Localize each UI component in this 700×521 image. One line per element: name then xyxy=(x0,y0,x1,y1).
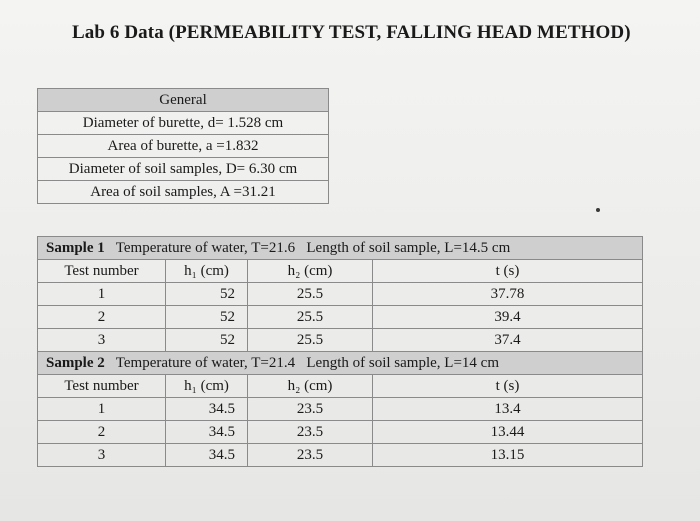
sample2-label: Sample 2 xyxy=(46,355,105,371)
time-cell: 13.4 xyxy=(373,398,643,421)
samples-table xyxy=(37,236,643,467)
page-title: Lab 6 Data (PERMEABILITY TEST, FALLING HEAD METHOD) xyxy=(72,22,631,43)
general-header: General xyxy=(38,89,329,112)
test-number-cell: 2 xyxy=(38,421,166,444)
table-row xyxy=(38,283,643,306)
sample1-label: Sample 1 xyxy=(46,240,105,256)
column-header-test-number: Test number xyxy=(38,375,166,398)
sample2-header xyxy=(38,352,643,375)
table-row xyxy=(38,444,643,467)
h1-cell: 52 xyxy=(166,306,248,329)
time-cell: 37.78 xyxy=(373,283,643,306)
h1-cell: 52 xyxy=(166,329,248,352)
test-number-cell: 1 xyxy=(38,283,166,306)
sample1-header-row xyxy=(38,237,643,260)
column-header-h2: h₂ (cm) xyxy=(248,375,373,398)
sample1-header xyxy=(38,237,643,260)
h1-cell: 52 xyxy=(166,283,248,306)
soil-sample-diameter: Diameter of soil samples, D= 6.30 cm xyxy=(38,158,329,181)
h2-cell: 25.5 xyxy=(248,306,373,329)
h1-cell: 34.5 xyxy=(166,444,248,467)
h1-cell: 34.5 xyxy=(166,398,248,421)
test-number-cell: 3 xyxy=(38,444,166,467)
time-cell: 13.15 xyxy=(373,444,643,467)
sample2-header-row xyxy=(38,352,643,375)
column-header-t: t (s) xyxy=(373,260,643,283)
time-cell: 37.4 xyxy=(373,329,643,352)
stray-dot xyxy=(596,208,600,212)
sample2-column-headers xyxy=(38,375,643,398)
h2-cell: 23.5 xyxy=(248,421,373,444)
test-number-cell: 1 xyxy=(38,398,166,421)
general-header-row xyxy=(38,89,329,112)
general-row xyxy=(38,181,329,204)
time-cell: 13.44 xyxy=(373,421,643,444)
h1-cell: 34.5 xyxy=(166,421,248,444)
test-number-cell: 3 xyxy=(38,329,166,352)
h2-cell: 23.5 xyxy=(248,398,373,421)
column-header-t: t (s) xyxy=(373,375,643,398)
column-header-h1: h₁ (cm) xyxy=(166,375,248,398)
general-row xyxy=(38,158,329,181)
sample1-length: Length of soil sample, L=14.5 cm xyxy=(306,240,511,256)
burette-diameter: Diameter of burette, d= 1.528 cm xyxy=(38,112,329,135)
column-header-h1: h₁ (cm) xyxy=(166,260,248,283)
general-table xyxy=(37,88,329,204)
column-header-test-number: Test number xyxy=(38,260,166,283)
sample1-column-headers xyxy=(38,260,643,283)
test-number-cell: 2 xyxy=(38,306,166,329)
table-row xyxy=(38,398,643,421)
h2-cell: 23.5 xyxy=(248,444,373,467)
table-row xyxy=(38,329,643,352)
general-row xyxy=(38,135,329,158)
column-header-h2: h₂ (cm) xyxy=(248,260,373,283)
general-row xyxy=(38,112,329,135)
table-row xyxy=(38,306,643,329)
sample2-temperature: Temperature of water, T=21.4 xyxy=(115,355,296,371)
soil-sample-area: Area of soil samples, A =31.21 xyxy=(38,181,329,204)
burette-area: Area of burette, a =1.832 xyxy=(38,135,329,158)
h2-cell: 25.5 xyxy=(248,329,373,352)
h2-cell: 25.5 xyxy=(248,283,373,306)
sample1-temperature: Temperature of water, T=21.6 xyxy=(115,240,296,256)
table-row xyxy=(38,421,643,444)
time-cell: 39.4 xyxy=(373,306,643,329)
sample2-length: Length of soil sample, L=14 cm xyxy=(306,355,499,371)
